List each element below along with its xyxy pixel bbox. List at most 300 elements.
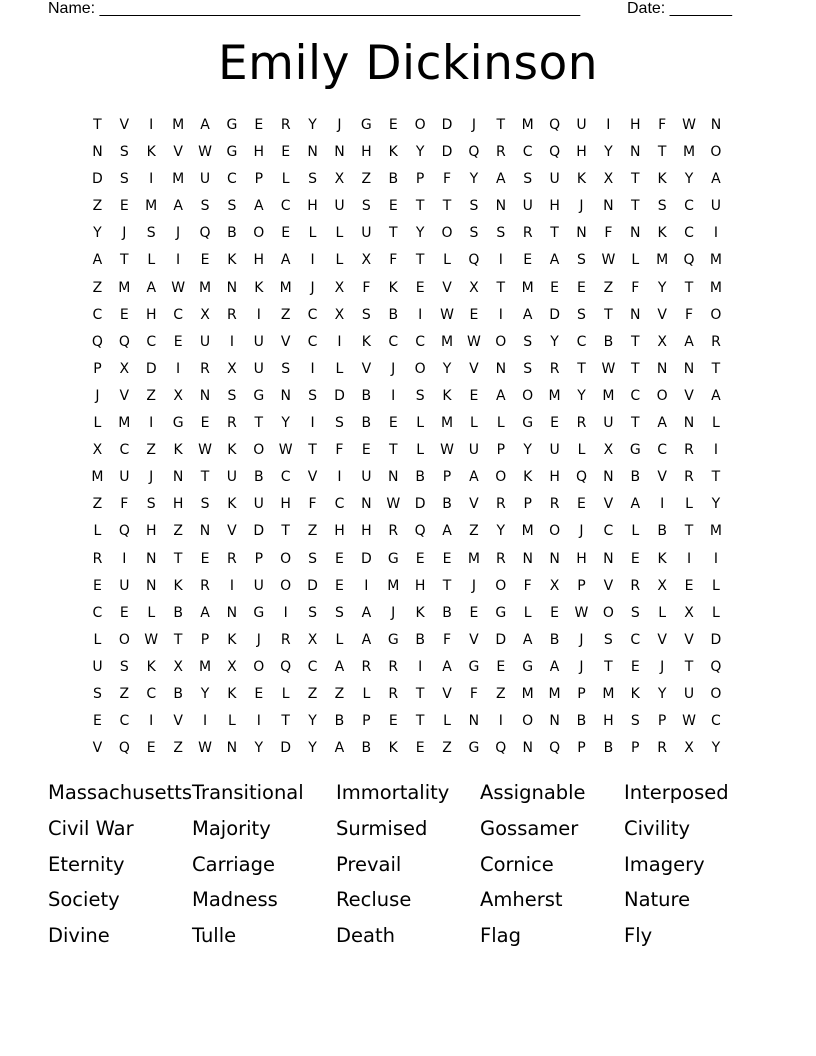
grid-letter: E (388, 117, 398, 133)
grid-letter: C (711, 713, 721, 730)
grid-letter: X (549, 577, 560, 594)
grid-letter: P (631, 740, 640, 757)
grid-letter: V (469, 496, 479, 513)
grid-letter: V (92, 740, 103, 757)
grid-letter: J (471, 117, 476, 133)
grid-letter: Y (657, 279, 667, 296)
grid-letter: D (334, 387, 345, 404)
grid-letter: A (522, 306, 533, 323)
grid-letter: W (144, 631, 159, 648)
grid-letter: J (579, 523, 584, 540)
letter-grid (84, 112, 729, 762)
grid-letter: L (443, 713, 451, 730)
grid-letter: H (414, 577, 426, 594)
grid-letter: F (658, 117, 667, 133)
grid-letter: P (577, 740, 586, 757)
grid-letter: R (227, 550, 237, 567)
grid-letter: T (173, 550, 183, 567)
grid-letter: X (334, 171, 345, 188)
grid-letter: U (226, 469, 238, 486)
grid-letter: A (334, 658, 345, 675)
grid-letter: N (172, 469, 184, 486)
grid-letter: T (254, 415, 264, 432)
grid-letter: X (361, 252, 372, 269)
grid-letter: R (522, 225, 533, 242)
grid-letter: M (440, 415, 454, 432)
grid-letter: B (361, 415, 372, 432)
grid-letter: L (712, 577, 720, 594)
grid-letter: O (710, 685, 722, 702)
grid-letter: N (468, 713, 480, 730)
grid-letter: T (415, 252, 425, 269)
grid-letter: J (579, 658, 584, 675)
grid-letter: K (227, 252, 237, 269)
grid-letter: X (334, 279, 345, 296)
grid-letter: O (710, 306, 722, 323)
grid-letter: X (334, 306, 345, 323)
grid-letter: X (657, 333, 667, 350)
grid-letter: T (388, 442, 398, 459)
grid-letter: B (576, 713, 587, 730)
grid-letter: H (629, 117, 641, 133)
grid-letter: R (227, 306, 237, 323)
grid-letter: M (198, 279, 212, 296)
grid-letter: N (603, 469, 614, 486)
grid-letter: A (549, 252, 560, 269)
grid-letter: D (360, 550, 372, 567)
grid-letter: B (603, 333, 614, 350)
grid-letter: I (256, 306, 261, 323)
grid-letter: C (603, 523, 614, 540)
grid-letter: E (577, 279, 586, 296)
grid-letter: S (577, 306, 586, 323)
grid-letter: C (119, 713, 130, 730)
grid-letter: Q (468, 252, 480, 269)
grid-letter: U (683, 685, 695, 702)
word-bank-item: Eternity (48, 852, 125, 876)
grid-letter: R (711, 333, 721, 350)
grid-letter: M (198, 658, 212, 675)
name-field-label: Name: ______________________________________________________ (48, 0, 581, 17)
grid-letter: E (200, 550, 210, 567)
grid-letter: H (253, 252, 265, 269)
grid-letter: O (602, 604, 614, 621)
grid-letter: J (471, 577, 476, 594)
grid-letter: E (415, 550, 425, 567)
grid-letter: E (388, 415, 398, 432)
grid-letter: K (657, 225, 667, 242)
grid-letter: I (364, 577, 369, 594)
grid-letter: E (119, 604, 129, 621)
grid-letter: W (386, 496, 401, 513)
grid-letter: W (682, 713, 696, 730)
grid-letter: H (172, 496, 184, 513)
grid-letter: B (173, 685, 183, 702)
grid-letter: T (550, 225, 559, 242)
grid-letter: P (200, 631, 210, 648)
grid-letter: C (684, 225, 694, 242)
grid-letter: K (657, 550, 667, 567)
grid-letter: H (280, 496, 291, 513)
grid-letter: S (469, 225, 479, 242)
grid-letter: U (253, 496, 264, 513)
grid-letter: G (360, 117, 372, 133)
grid-letter: W (198, 740, 212, 757)
grid-letter: E (146, 740, 156, 757)
grid-letter: T (308, 442, 317, 459)
grid-letter: Q (118, 333, 130, 350)
grid-letter: A (361, 604, 372, 621)
grid-letter: N (576, 225, 587, 242)
grid-letter: E (550, 604, 560, 621)
grid-letter: D (441, 117, 453, 133)
grid-letter: U (253, 577, 264, 594)
grid-letter: M (709, 523, 722, 540)
grid-letter: R (549, 360, 560, 377)
word-bank-item: Divine (48, 924, 110, 948)
grid-letter: T (388, 225, 398, 242)
grid-letter: S (227, 198, 237, 215)
grid-letter: R (684, 442, 694, 459)
grid-letter: K (415, 604, 425, 621)
grid-letter: N (603, 198, 614, 215)
grid-letter: P (657, 713, 667, 730)
grid-letter: T (200, 469, 210, 486)
grid-letter: F (442, 171, 452, 188)
grid-letter: J (310, 279, 315, 296)
grid-letter: I (229, 577, 234, 594)
grid-letter: Q (495, 740, 507, 757)
grid-letter: N (388, 469, 399, 486)
grid-letter: X (307, 631, 318, 648)
grid-letter: M (172, 117, 185, 133)
grid-letter: T (630, 333, 640, 350)
word-bank-item: Recluse (336, 888, 412, 912)
grid-letter: I (310, 360, 315, 377)
grid-letter: S (119, 658, 129, 675)
grid-letter: T (657, 144, 667, 161)
grid-letter: G (468, 658, 480, 675)
grid-letter: U (199, 333, 211, 350)
grid-letter: V (684, 387, 694, 404)
grid-letter: F (469, 685, 478, 702)
grid-letter: H (576, 550, 587, 567)
grid-letter: U (549, 171, 560, 188)
grid-letter: O (495, 469, 507, 486)
grid-letter: K (227, 631, 237, 648)
grid-letter: F (120, 496, 129, 513)
grid-letter: E (630, 658, 640, 675)
word-bank-item: Gossamer (480, 816, 579, 840)
word-bank-item: Massachusetts (48, 781, 193, 804)
grid-letter: L (631, 252, 640, 269)
grid-letter: V (469, 631, 479, 648)
grid-letter: P (254, 171, 264, 188)
grid-letter: T (496, 117, 506, 133)
grid-letter: U (361, 469, 372, 486)
word-bank-item: Amherst (480, 888, 563, 912)
grid-letter: K (227, 685, 237, 702)
grid-letter: V (603, 496, 614, 513)
grid-letter: K (361, 333, 371, 350)
grid-letter: N (603, 550, 614, 567)
grid-letter: E (496, 658, 506, 675)
grid-letter: S (630, 713, 640, 730)
grid-letter: I (418, 658, 423, 675)
grid-letter: I (498, 713, 503, 730)
grid-letter: Q (549, 144, 561, 161)
grid-letter: T (577, 360, 586, 377)
grid-letter: V (603, 577, 614, 594)
grid-letter: I (229, 333, 234, 350)
grid-letter: L (147, 252, 156, 269)
grid-letter: S (657, 198, 667, 215)
grid-letter: N (495, 360, 507, 377)
grid-letter: S (119, 171, 129, 188)
grid-letter: H (145, 523, 157, 540)
grid-letter: A (496, 171, 506, 188)
grid-letter: M (709, 252, 722, 269)
grid-letter: N (683, 415, 695, 432)
grid-letter: Y (577, 387, 586, 404)
grid-letter: P (577, 577, 586, 594)
grid-letter: L (416, 442, 425, 459)
grid-letter: E (550, 279, 560, 296)
grid-letter: B (334, 713, 345, 730)
grid-letter: O (280, 577, 292, 594)
grid-letter: S (523, 171, 533, 188)
grid-letter: S (523, 360, 533, 377)
grid-letter: P (442, 469, 452, 486)
grid-letter: Y (496, 523, 506, 540)
grid-letter: K (388, 740, 398, 757)
grid-letter: M (602, 685, 615, 702)
grid-letter: R (92, 550, 103, 567)
grid-letter: U (361, 225, 372, 242)
grid-letter: N (683, 360, 695, 377)
word-bank-item: Prevail (336, 852, 402, 876)
grid-letter: N (199, 387, 211, 404)
grid-letter: V (657, 306, 667, 323)
grid-letter: C (307, 333, 318, 350)
grid-letter: X (684, 740, 694, 757)
grid-letter: H (334, 523, 345, 540)
grid-letter: E (684, 577, 694, 594)
grid-letter: A (361, 631, 372, 648)
grid-letter: A (442, 523, 452, 540)
grid-letter: K (173, 442, 183, 459)
grid-letter: J (149, 469, 154, 486)
grid-letter: Z (119, 685, 130, 702)
grid-letter: J (95, 387, 100, 404)
grid-letter: I (149, 713, 154, 730)
grid-letter: L (335, 252, 344, 269)
grid-letter: S (335, 604, 344, 621)
grid-letter: Y (711, 496, 721, 513)
word-bank-item: Carriage (192, 852, 275, 876)
grid-letter: O (495, 577, 507, 594)
grid-letter: V (119, 387, 130, 404)
grid-letter: L (496, 415, 505, 432)
grid-letter: K (227, 496, 237, 513)
grid-letter: N (361, 496, 372, 513)
grid-letter: G (226, 144, 238, 161)
grid-letter: E (281, 225, 291, 242)
grid-letter: I (498, 252, 503, 269)
grid-letter: Q (549, 740, 561, 757)
word-bank-item: Cornice (480, 852, 554, 876)
grid-letter: W (682, 117, 696, 133)
grid-letter: D (414, 496, 426, 513)
grid-letter: I (498, 306, 503, 323)
grid-letter: T (630, 415, 640, 432)
word-bank-item: Surmised (336, 816, 428, 840)
grid-letter: I (122, 550, 127, 567)
grid-letter: I (660, 496, 665, 513)
grid-letter: N (630, 306, 641, 323)
grid-letter: R (280, 117, 291, 133)
grid-letter: C (415, 333, 426, 350)
grid-letter: I (713, 550, 718, 567)
grid-letter: A (173, 198, 183, 215)
grid-letter: T (442, 577, 452, 594)
grid-letter: I (391, 387, 396, 404)
grid-letter: R (576, 415, 587, 432)
word-bank-item: Fly (624, 924, 653, 948)
grid-letter: A (146, 279, 157, 296)
grid-letter: Y (442, 360, 452, 377)
grid-letter: A (630, 496, 641, 513)
grid-letter: M (118, 415, 131, 432)
grid-letter: E (254, 685, 264, 702)
grid-letter: S (281, 360, 291, 377)
word-bank-item: Transitional (192, 781, 304, 804)
grid-letter: G (387, 631, 399, 648)
grid-letter: W (601, 252, 616, 269)
grid-letter: L (281, 171, 290, 188)
grid-letter: T (442, 198, 452, 215)
grid-letter: M (682, 144, 696, 161)
grid-letter: F (442, 631, 452, 648)
grid-letter: R (549, 496, 560, 513)
grid-letter: A (92, 252, 103, 269)
grid-letter: C (388, 333, 399, 350)
grid-letter: Z (146, 442, 157, 459)
grid-letter: T (415, 198, 425, 215)
grid-letter: H (576, 144, 587, 161)
grid-letter: R (280, 631, 291, 648)
grid-letter: V (442, 685, 452, 702)
grid-letter: M (279, 279, 292, 296)
grid-letter: A (200, 604, 210, 621)
grid-letter: Q (280, 658, 292, 675)
grid-letter: L (147, 604, 156, 621)
grid-letter: I (310, 415, 315, 432)
grid-letter: E (550, 415, 560, 432)
grid-letter: Q (549, 117, 561, 133)
grid-letter: G (387, 550, 399, 567)
grid-letter: T (93, 117, 102, 133)
grid-letter: E (200, 415, 210, 432)
grid-letter: Y (308, 117, 317, 133)
grid-letter: I (310, 252, 315, 269)
grid-letter: E (200, 252, 210, 269)
grid-letter: G (172, 415, 184, 432)
grid-letter: D (549, 306, 560, 323)
grid-letter: Q (118, 523, 130, 540)
grid-letter: X (603, 171, 614, 188)
grid-letter: E (93, 713, 102, 730)
grid-letter: V (657, 631, 667, 648)
grid-letter: F (362, 279, 371, 296)
grid-letter: T (496, 279, 506, 296)
grid-letter: L (631, 523, 640, 540)
grid-letter: K (523, 469, 533, 486)
grid-letter: T (120, 252, 129, 269)
grid-letter: L (685, 496, 693, 513)
grid-letter: I (176, 360, 181, 377)
grid-letter: Q (575, 469, 587, 486)
grid-letter: P (362, 713, 371, 730)
grid-letter: R (388, 658, 399, 675)
grid-letter: B (173, 604, 183, 621)
grid-letter: M (467, 550, 480, 567)
grid-letter: C (630, 631, 641, 648)
grid-letter: X (92, 442, 103, 459)
grid-letter: S (93, 685, 102, 702)
grid-letter: O (710, 144, 722, 161)
grid-letter: L (712, 415, 720, 432)
word-bank-item: Tulle (192, 924, 237, 948)
grid-letter: I (283, 604, 288, 621)
grid-letter: N (549, 713, 560, 730)
grid-letter: O (414, 117, 426, 133)
grid-letter: K (146, 144, 156, 161)
grid-letter: U (119, 469, 130, 486)
grid-letter: Y (308, 713, 317, 730)
grid-letter: U (603, 415, 614, 432)
grid-letter: M (172, 171, 185, 188)
grid-letter: U (468, 442, 480, 459)
grid-letter: B (253, 469, 264, 486)
grid-letter: R (361, 658, 372, 675)
grid-letter: Q (468, 144, 480, 161)
grid-letter: Z (307, 523, 318, 540)
grid-letter: Z (92, 496, 103, 513)
grid-letter: R (657, 740, 668, 757)
grid-letter: T (630, 171, 640, 188)
grid-letter: E (469, 387, 479, 404)
grid-letter: O (253, 658, 265, 675)
grid-letter: M (521, 117, 534, 133)
grid-letter: E (415, 740, 425, 757)
grid-letter: S (146, 225, 156, 242)
grid-letter: A (442, 658, 452, 675)
grid-letter: X (657, 577, 667, 594)
grid-letter: S (308, 387, 318, 404)
grid-letter: T (711, 360, 721, 377)
grid-letter: L (335, 360, 344, 377)
grid-letter: F (335, 442, 344, 459)
grid-letter: S (200, 496, 210, 513)
grid-letter: G (253, 387, 265, 404)
grid-letter: U (253, 333, 264, 350)
grid-letter: B (603, 740, 614, 757)
grid-letter: N (522, 740, 533, 757)
grid-letter: Y (657, 685, 667, 702)
grid-letter: N (522, 550, 533, 567)
grid-letter: E (630, 550, 640, 567)
